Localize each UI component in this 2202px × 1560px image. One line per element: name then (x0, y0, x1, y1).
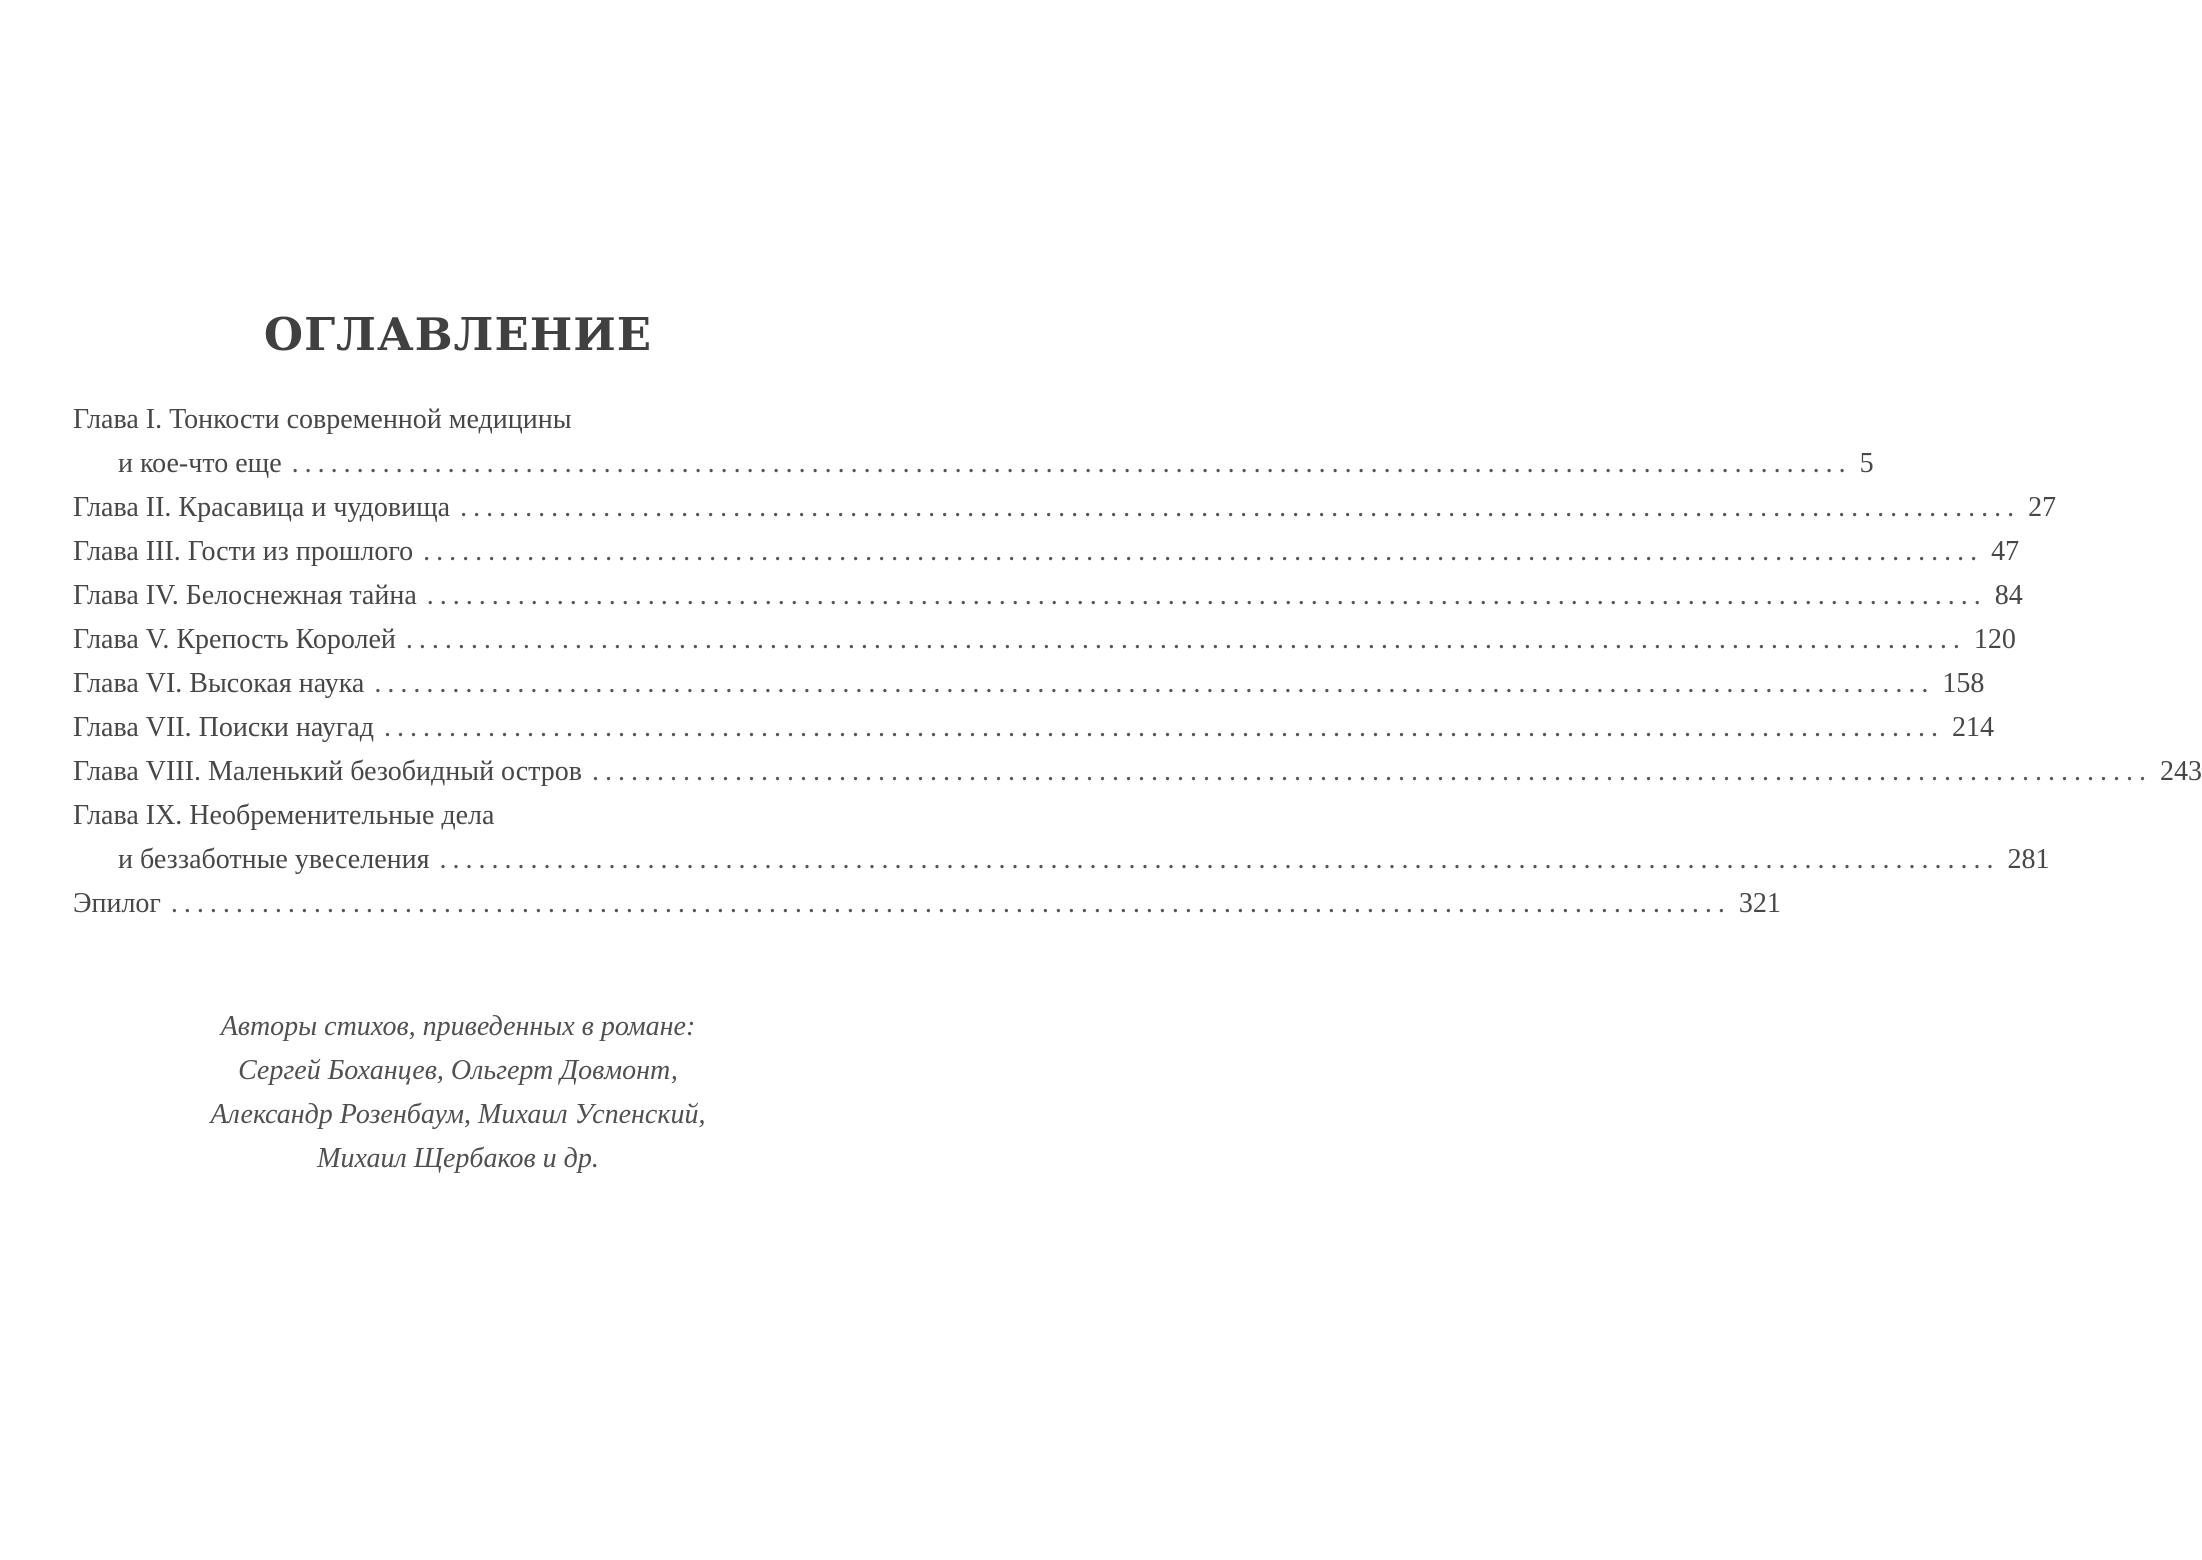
table-of-contents (73, 398, 2202, 926)
dot-leader: ........................................................................................................................ (170, 888, 1731, 919)
toc-page-number: 47 (1991, 536, 2020, 567)
toc-entry-title: Глава II. Красавица и чудовища (73, 492, 451, 523)
authors-note-line: Александр Розенбаум, Михаил Успенский, (210, 1099, 706, 1130)
toc-entry-title: Глава V. Крепость Королей (73, 624, 396, 655)
toc-entry (73, 750, 2202, 794)
toc-page-number: 321 (1738, 888, 1781, 919)
authors-note-line: Михаил Щербаков и др. (317, 1143, 599, 1174)
page-title: ОГЛАВЛЕНИЕ (263, 308, 653, 361)
toc-page-number: 84 (1994, 580, 2023, 611)
toc-page-number: 5 (1859, 448, 1874, 479)
dot-leader: ........................................................................................................................ (405, 624, 1966, 655)
toc-entry-title: и кое-что еще (118, 448, 282, 479)
toc-page-number: 27 (2028, 492, 2057, 523)
toc-entry-title: Эпилог (73, 888, 161, 919)
toc-entry-title: Глава VII. Поиски наугад (73, 712, 374, 743)
toc-entry (73, 574, 2023, 618)
toc-entry (73, 662, 1985, 706)
toc-entry-title: и беззаботные увеселения (118, 844, 430, 875)
toc-page-number: 281 (2007, 844, 2050, 875)
toc-page-number: 243 (2159, 756, 2202, 787)
toc-entry-title: Глава IV. Белоснежная тайна (73, 580, 417, 611)
dot-leader: ........................................................................................................................ (426, 580, 1987, 611)
toc-entry (73, 398, 838, 442)
toc-page-number: 158 (1942, 668, 1985, 699)
toc-entry-title: Глава IX. Необременительные дела (73, 800, 495, 831)
toc-page-number: 120 (1973, 624, 2016, 655)
dot-leader: ........................................................................................................................ (291, 448, 1852, 479)
toc-entry-title: Глава III. Гости из прошлого (73, 536, 414, 567)
toc-entry-title: Глава VI. Высокая наука (73, 668, 365, 699)
dot-leader: ........................................................................................................................ (374, 668, 1935, 699)
dot-leader: ........................................................................................................................ (439, 844, 2000, 875)
dot-leader: ........................................................................................................................ (591, 756, 2152, 787)
toc-entry-title: Глава I. Тонкости современной медицины (73, 404, 572, 435)
toc-entry-title: Глава VIII. Маленький безобидный остров (73, 756, 582, 787)
dot-leader: ........................................................................................................................ (460, 492, 2021, 523)
toc-entry (73, 530, 2020, 574)
toc-entry (73, 442, 1874, 486)
toc-entry (73, 486, 2057, 530)
authors-note-line: Сергей Боханцев, Ольгерт Довмонт, (238, 1055, 678, 1086)
toc-entry (73, 882, 1781, 926)
dot-leader: ........................................................................................................................ (384, 712, 1944, 743)
dot-leader: ........................................................................................................................ (423, 536, 1984, 567)
toc-entry (73, 618, 2016, 662)
toc-entry (73, 794, 838, 838)
toc-entry (73, 706, 1994, 750)
poem-authors-note (0, 1005, 916, 1181)
toc-page-number: 214 (1952, 712, 1994, 743)
toc-entry (73, 838, 2050, 882)
authors-note-line: Авторы стихов, приведенных в романе: (220, 1011, 696, 1042)
